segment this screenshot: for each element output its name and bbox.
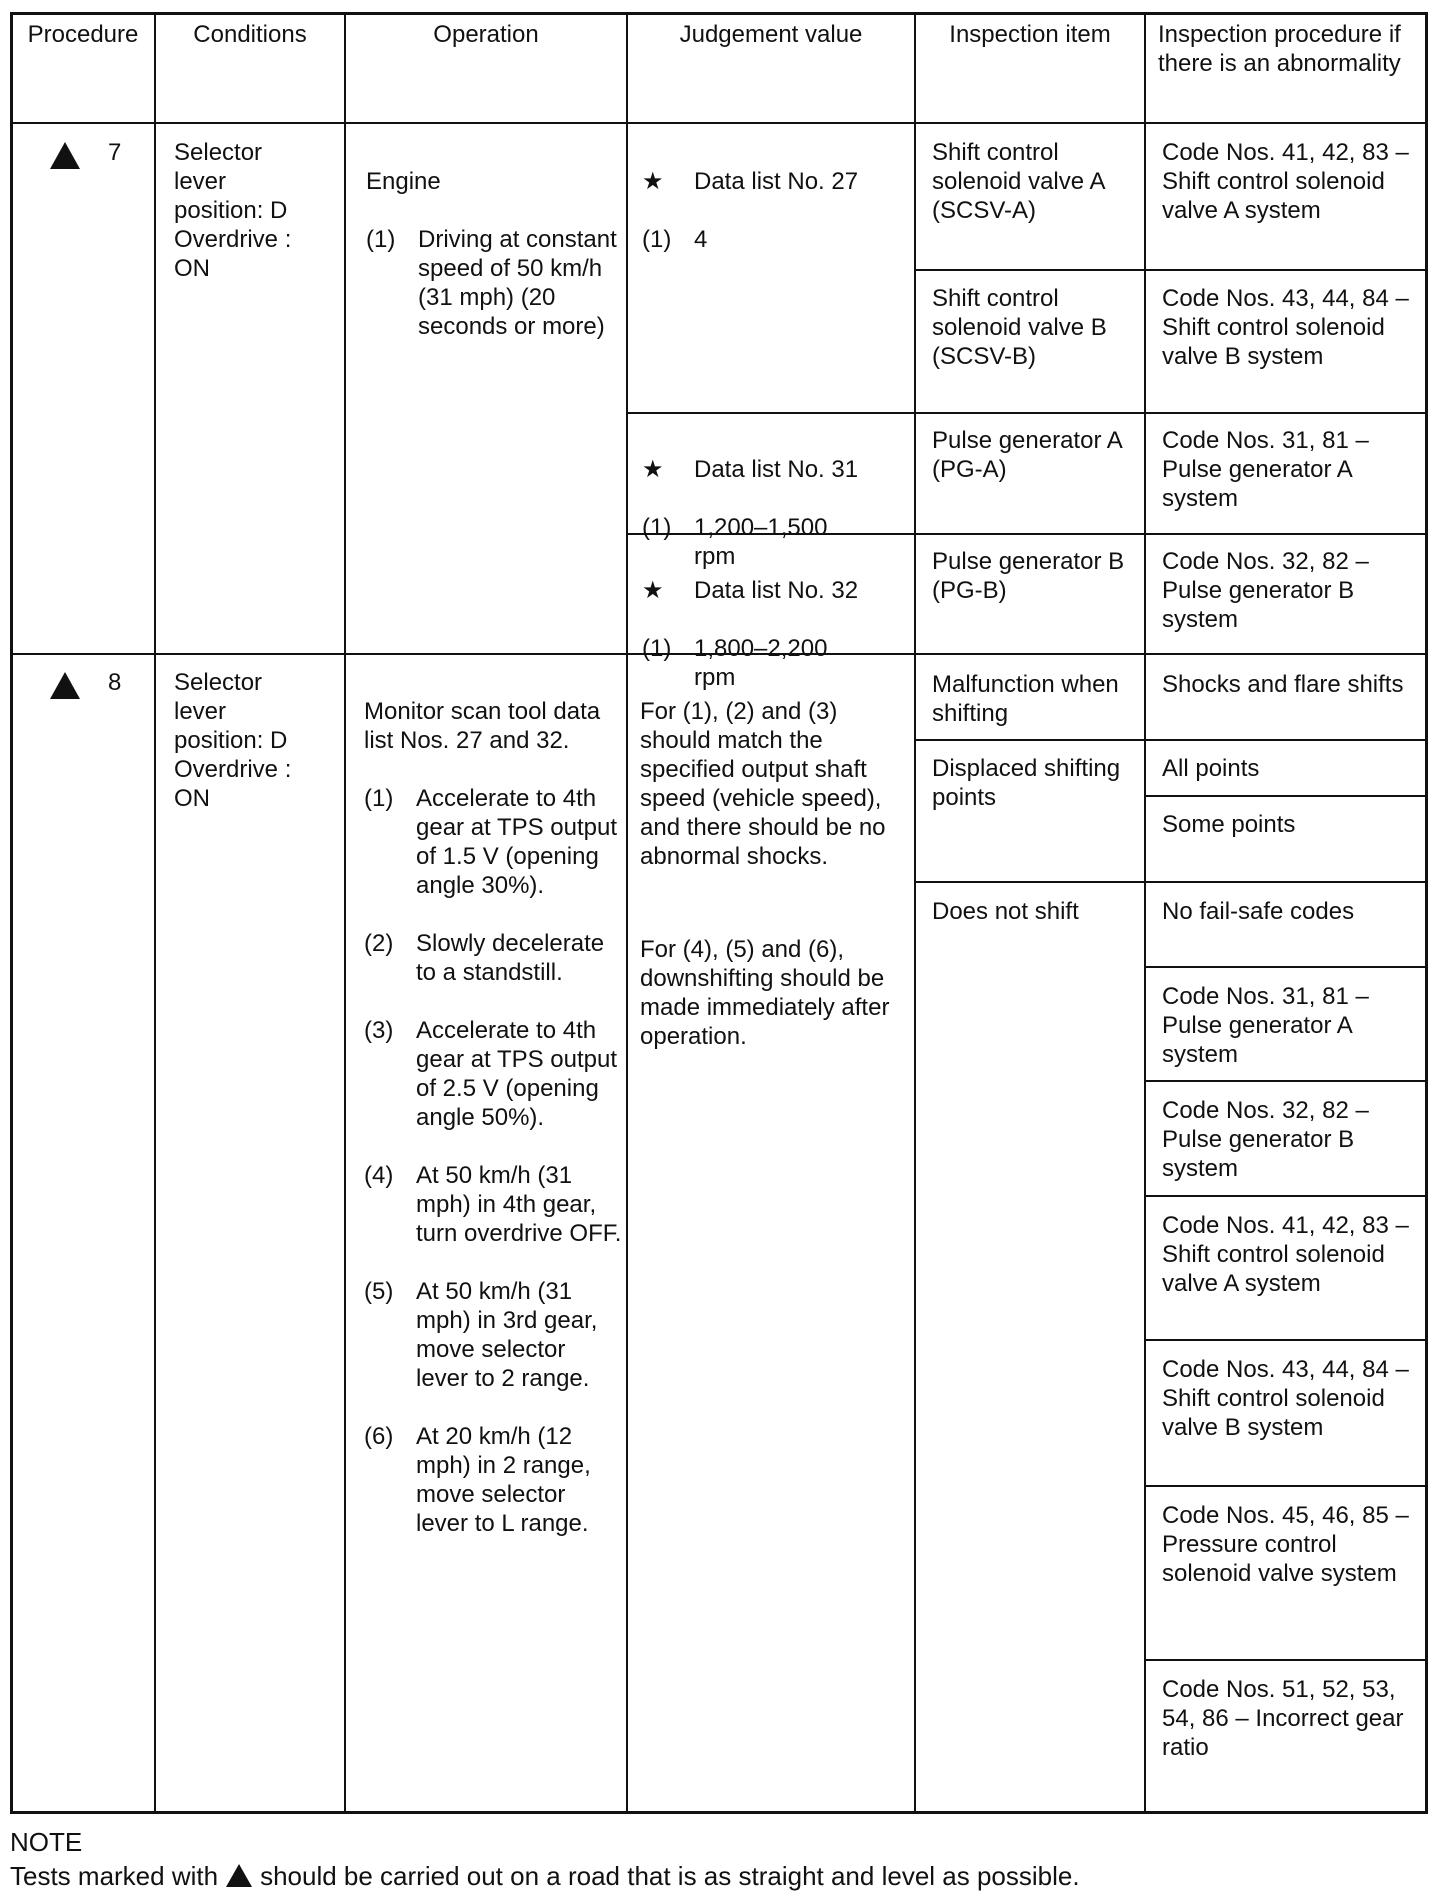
operation-step [364, 1277, 622, 1393]
judgement-number: (1) [642, 226, 672, 253]
step-text: Accelerate to 4th gear at TPS output of 2.5 V (opening angle 50%). [416, 1017, 618, 1131]
inspection-item: Does not shift [932, 898, 1079, 925]
cell-divider [1144, 1659, 1428, 1661]
road-test-triangle-icon [50, 672, 80, 699]
star-icon: ★ [642, 456, 664, 483]
judgement-label: Data list No. 31 [694, 456, 859, 483]
step-text: At 50 km/h (31 mph) in 3rd gear, move selector lever to 2 range. [416, 1278, 598, 1392]
cell-divider [914, 269, 1428, 271]
inspection-procedure: Code Nos. 41, 42, 83 – Shift control solenoid valve A system [1162, 1212, 1409, 1297]
judgement-value: 4 [694, 226, 708, 253]
col-divider [914, 12, 916, 1814]
inspection-procedure: Code Nos. 32, 82 – Pulse generator B system [1162, 1097, 1369, 1182]
procedure-number: 7 [108, 139, 122, 166]
step-text: At 20 km/h (12 mph) in 2 range, move selector lever to L range. [416, 1423, 591, 1537]
inspection-procedure: Code Nos. 32, 82 – Pulse generator B system [1162, 548, 1369, 633]
inspection-procedure: Code Nos. 45, 46, 85 – Pressure control solenoid valve system [1162, 1502, 1409, 1587]
judgement-line [642, 167, 908, 196]
inspection-item: Pulse generator B (PG-B) [932, 548, 1125, 604]
col-divider [154, 12, 156, 1814]
spacer [640, 900, 910, 906]
inspection-procedure: Code Nos. 31, 81 – Pulse generator A system [1162, 983, 1369, 1068]
procedure-number: 8 [108, 669, 122, 696]
judgement-number: (1) [642, 635, 672, 662]
step-number: (4) [364, 1162, 394, 1189]
star-icon: ★ [642, 168, 664, 195]
operation-step [364, 1016, 622, 1132]
inspection-procedure: Code Nos. 41, 42, 83 – Shift control solenoid valve A system [1162, 139, 1409, 224]
judgement-paragraph: For (4), (5) and (6), downshifting should be made immediately after operation. [640, 936, 890, 1050]
step-number: (1) [364, 785, 394, 812]
col-divider [344, 12, 346, 1814]
inspection-item: Pulse generator A (PG-A) [932, 427, 1122, 483]
operation-cell [364, 668, 622, 1567]
header-operation: Operation [433, 21, 539, 48]
cell-divider [1144, 1195, 1428, 1197]
header-procedure: Procedure [27, 21, 139, 48]
inspection-procedure: All points [1162, 755, 1260, 782]
operation-step [364, 1422, 622, 1538]
note-text-after: should be carried out on a road that is as straight and level as possible. [260, 1861, 1080, 1891]
judgement-cell [642, 138, 908, 283]
cell-divider [1144, 795, 1428, 797]
cell-divider [1144, 1339, 1428, 1341]
inspection-item: Displaced shifting points [932, 755, 1121, 811]
inspection-procedure: No fail-safe codes [1162, 898, 1355, 925]
cell-divider [626, 412, 1428, 414]
col-divider [626, 12, 628, 1814]
inspection-item: Shift control solenoid valve A (SCSV-A) [932, 139, 1105, 224]
judgement-paragraph: For (1), (2) and (3) should match the specified output shaft speed (vehicle speed), and there should be no abnormal shocks. [640, 698, 886, 870]
step-number: (3) [364, 1017, 394, 1044]
step-text: Slowly decelerate to a standstill. [416, 930, 605, 986]
cell-divider [1144, 1080, 1428, 1082]
operation-step [364, 1161, 622, 1248]
operation-step [366, 225, 620, 341]
judgement-line [642, 225, 908, 254]
header-conditions: Conditions [193, 21, 307, 48]
step-number: (5) [364, 1278, 394, 1305]
step-number: (2) [364, 930, 394, 957]
inspection-item: Shift control solenoid valve B (SCSV-B) [932, 285, 1107, 370]
header-inspection-procedure: Inspection procedure if there is an abnormality [1158, 21, 1401, 77]
cell-divider [1144, 1485, 1428, 1487]
inspection-procedure: Code Nos. 43, 44, 84 – Shift control solenoid valve B system [1162, 1356, 1409, 1441]
note-text [10, 1860, 1430, 1892]
step-text: At 50 km/h (31 mph) in 4th gear, turn overdrive OFF. [416, 1162, 622, 1247]
header-judgement: Judgement value [679, 21, 863, 48]
step-text: Driving at constant speed of 50 km/h (31 mph) (20 seconds or more) [418, 226, 617, 340]
cell-divider [914, 739, 1428, 741]
road-test-triangle-icon [50, 142, 80, 169]
step-number: (1) [366, 226, 396, 253]
judgement-value: 1,200–1,500 rpm [694, 514, 828, 570]
operation-cell [366, 138, 620, 370]
judgement-cell [640, 668, 910, 1080]
judgement-label: Data list No. 32 [694, 577, 859, 604]
operation-step [364, 929, 622, 987]
inspection-procedure: Code Nos. 43, 44, 84 – Shift control solenoid valve B system [1162, 285, 1409, 370]
operation-title: Engine [366, 168, 441, 195]
judgement-label: Data list No. 27 [694, 168, 859, 195]
step-text: Accelerate to 4th gear at TPS output of 1.5 V (opening angle 30%). [416, 785, 618, 899]
inspection-procedure: Some points [1162, 811, 1296, 838]
judgement-number: (1) [642, 514, 672, 541]
cell-divider [914, 881, 1428, 883]
inspection-procedure: Code Nos. 51, 52, 53, 54, 86 – Incorrect gear ratio [1162, 1676, 1404, 1761]
note-title: NOTE [10, 1827, 83, 1857]
star-icon: ★ [642, 577, 664, 604]
note-text-before: Tests marked with [10, 1861, 219, 1891]
step-number: (6) [364, 1423, 394, 1450]
inspection-procedure: Shocks and flare shifts [1162, 671, 1404, 698]
judgement-line [642, 576, 908, 605]
judgement-line [642, 455, 908, 484]
road-test-triangle-icon [226, 1864, 252, 1887]
conditions-text: Selector lever position: D Overdrive : ON [174, 669, 292, 812]
judgement-value: 1,800–2,200 rpm [694, 635, 828, 691]
operation-step [364, 784, 622, 900]
inspection-table [10, 12, 1428, 1814]
inspection-item: Malfunction when shifting [932, 671, 1119, 727]
header-inspection-item: Inspection item [949, 21, 1111, 48]
inspection-procedure: Code Nos. 31, 81 – Pulse generator A system [1162, 427, 1369, 512]
conditions-text: Selector lever position: D Overdrive : ON [174, 139, 292, 282]
col-divider [1144, 12, 1146, 1814]
operation-intro: Monitor scan tool data list Nos. 27 and 32. [364, 698, 601, 754]
header-divider [10, 122, 1428, 124]
cell-divider [1144, 966, 1428, 968]
